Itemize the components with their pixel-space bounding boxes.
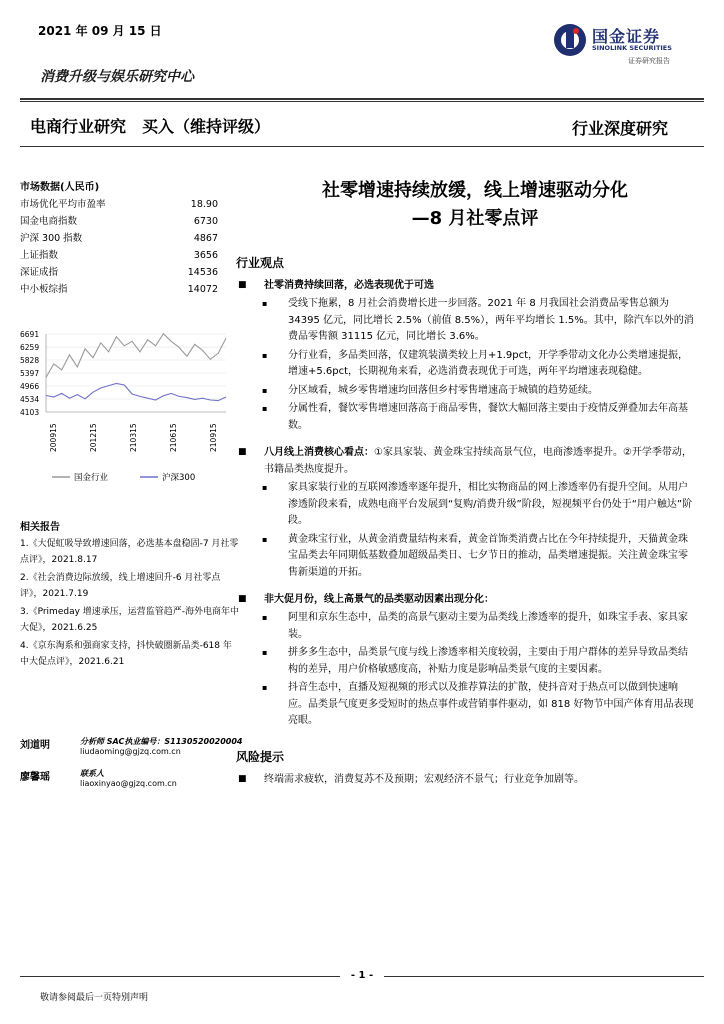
market-row [20, 196, 220, 213]
related-report-item: 1.《大促虹吸导致增速回落，必选基本盘稳固-7 月社零点评》，2021.8.17 [20, 539, 239, 565]
square-bullet-icon: ■ [238, 280, 247, 290]
market-label: 市场优化平均市盈率 [20, 199, 106, 210]
section-headline-bold: 社零消费持续回落，必选表现优于可选 [264, 280, 434, 291]
x-tick-label: 210915 [209, 423, 218, 452]
analyst-entry [20, 736, 250, 756]
report-date: 2021 年 09 月 15 日 [38, 24, 162, 38]
market-value: 3656 [193, 250, 218, 261]
market-row [20, 247, 220, 264]
legend-label: 国金行业 [74, 473, 109, 483]
logo-text-cn: 国金证券 [592, 27, 661, 46]
market-value: 6730 [193, 216, 218, 227]
small-square-bullet-icon: ▪ [262, 385, 268, 395]
risk-item [236, 771, 696, 788]
related-report-item: 3.《Primeday 增速承压，运营监管趋严-海外电商年中大促》，2021.6.25 [20, 607, 240, 633]
sub-bullet-text: 家具家装行业的互联网渗透率逐年提升，相比实物商品的网上渗透率仍有提升空间。从用户渗透阶段来看，成熟电商平台发展到“复购/消费升级”阶段，短视频平台仍处于“用户触达”阶段。 [288, 482, 693, 526]
square-bullet-icon: ■ [238, 594, 247, 604]
sub-bullet-text: 受线下拖累，8 月社会消费增长进一步回落。2021 年 8 月我国社会消费品零售总额为 34395 亿元，同比增长 2.5%（前值 8.5%），两年平均增长 1.5%。其中，除汽车以外的消费品零售额 31115 亿元，同比增长 3.6%。 [288, 298, 694, 342]
x-tick-label: 201215 [89, 423, 98, 452]
related-report-item: 2.《社会消费边际放缓，线上增速回升-6 月社零点评》，2021.7.19 [20, 573, 221, 599]
small-square-bullet-icon: ▪ [262, 350, 268, 360]
market-value: 4867 [193, 233, 218, 244]
market-row [20, 213, 220, 230]
related-title: 相关报告 [20, 522, 60, 533]
sub-bullet-item [236, 610, 696, 643]
y-tick-label: 5828 [20, 356, 40, 366]
legend-label: 沪深300 [162, 473, 196, 483]
market-value: 18.90 [190, 199, 218, 210]
sub-bullet-text: 拼多多生态中，品类景气度与线上渗透率相关度较弱，主要由于用户群体的差异导致品类结构的差异，用户价格敏感度高，补贴力度是影响品类景气度的主要因素。 [288, 647, 688, 675]
analyst-email[interactable]: liaoxinyao@gjzq.com.cn [80, 779, 177, 788]
y-tick-label: 5397 [20, 369, 40, 378]
market-label: 沪深 300 指数 [20, 233, 83, 244]
market-data-rows [20, 196, 220, 298]
market-data-panel [20, 178, 220, 298]
series-line-0 [46, 334, 226, 378]
industry-view [236, 254, 696, 788]
section-headline-bold: 非大促月份，线上高景气的品类驱动因素出现分化： [264, 594, 494, 605]
section-headline-text [264, 444, 696, 478]
sub-bullet-item [236, 680, 696, 730]
analyst-info [80, 768, 177, 788]
logo-text-en: SINOLINK SECURITIES [592, 44, 672, 52]
small-square-bullet-icon: ▪ [262, 613, 268, 622]
small-square-bullet-icon: ▪ [262, 534, 268, 544]
view-section [236, 277, 696, 434]
index-chart [18, 326, 228, 496]
y-tick-label: 4534 [20, 395, 40, 405]
small-square-bullet-icon: ▪ [262, 404, 268, 413]
y-tick-label: 4103 [20, 408, 40, 417]
section-headline-bold: 八月线上消费核心看点： [264, 447, 374, 458]
related-report-item: 4.《京东淘系和强商家支持，抖快破圈新品类-618 年中大促点评》，2021.6.21 [20, 641, 232, 667]
square-bullet-icon: ■ [238, 447, 247, 457]
view-section [236, 591, 696, 730]
x-tick-label: 210615 [169, 423, 178, 452]
sub-bullet-text: 抖音生态中，直播及短视频的形式以及推荐算法的扩散，使抖音对于热点可以做到快速响应。品类景气度更多受短时的热点事件或营销事件驱动，如 818 好物节中国产体育用品表现亮眼。 [288, 682, 694, 726]
section-headline [236, 591, 696, 608]
related-list [20, 536, 240, 670]
analyst-email[interactable]: liudaoming@gjzq.com.cn [80, 747, 181, 756]
research-center: 消费升级与娱乐研究中心 [40, 69, 194, 85]
section-headline [236, 444, 696, 478]
section-headline [236, 277, 696, 294]
market-value: 14536 [187, 267, 218, 278]
market-row [20, 230, 220, 247]
risk-heading: 风险提示 [236, 749, 285, 764]
sub-bullet-item [236, 348, 696, 381]
y-tick-label: 6691 [20, 330, 40, 339]
report-title: 社零增速持续放缓，线上增速驱动分化 [322, 180, 628, 201]
sub-bullet-item [236, 383, 696, 400]
risk-text: 终端需求疲软，消费复苏不及预期；宏观经济不景气；行业竞争加剧等。 [264, 773, 584, 785]
sub-bullet-item [236, 532, 696, 582]
sub-bullet-text: 黄金珠宝行业，从黄金消费量结构来看，黄金首饰类消费占比在今年持续提升，天猫黄金珠宝品类去年同期低基数叠加超级品类日、七夕节日的推动，品类增速提振。关注黄金珠宝零售新渠道的开拓。 [288, 533, 688, 578]
small-square-bullet-icon: ▪ [262, 648, 268, 657]
report-type: 行业深度研究 [572, 119, 669, 138]
industry-rating: 电商行业研究 买入（维持评级） [30, 117, 271, 136]
market-label: 上证指数 [20, 250, 59, 261]
y-tick-label: 4966 [20, 381, 40, 391]
sub-bullet-item [236, 296, 696, 346]
market-value: 14072 [187, 284, 218, 295]
analyst-role: 联系人 [80, 769, 104, 778]
sub-bullet-text: 分属性看，餐饮零售增速回落高于商品零售，餐饮大幅回落主要由于疫情反弹叠加去年高基数。 [288, 403, 688, 431]
section-headline-text [264, 277, 696, 294]
sub-bullet-text: 分区域看，城乡零售增速均回落但乡村零售增速高于城镇的趋势延续。 [288, 384, 598, 396]
analyst-block [20, 736, 250, 800]
section-headline-rest: ①家具家装、黄金珠宝持续高景气位，电商渗透率提升。②开学季带动，书籍品类热度提升。 [264, 447, 692, 475]
sub-bullet-text: 分行业看，多品类回落，仅建筑装潢类较上月+1.9pct，开学季带动文化办公类增速提振，增速+5.6pct，长期视角来看，必选消费表现优于可选，两年平均增速表现稳健。 [288, 349, 689, 377]
market-label: 国金电商指数 [20, 216, 78, 227]
view-section [236, 444, 696, 581]
analyst-name: 廖馨瑶 [20, 772, 50, 783]
y-tick-label: 6259 [20, 343, 40, 353]
market-label: 深证成指 [20, 267, 59, 278]
small-square-bullet-icon: ▪ [262, 483, 268, 492]
header-rule [20, 98, 704, 100]
page-number: - 1 - [340, 970, 384, 981]
small-square-bullet-icon: ▪ [262, 299, 268, 308]
analyst-name: 刘道明 [20, 740, 50, 751]
disclaimer-note: 敬请参阅最后一页特别声明 [40, 993, 149, 1003]
view-sections [236, 277, 696, 730]
header-rule-thin [20, 101, 704, 102]
related-reports [20, 518, 240, 672]
analyst-info [80, 736, 243, 756]
report-category: 证券研究报告 [628, 57, 670, 65]
sub-bullet-item [236, 401, 696, 434]
sub-bullet-text: 阿里和京东生态中，品类的高景气驱动主要为品类线上渗透率的提升，如珠宝手表、家具家装。 [288, 612, 688, 640]
x-tick-label: 210315 [129, 423, 138, 452]
report-subtitle: —8 月社零点评 [411, 208, 539, 229]
market-label: 中小板综指 [20, 284, 68, 295]
market-row [20, 264, 220, 281]
section-headline-text [264, 591, 696, 608]
logo-mark-icon [552, 22, 588, 58]
sub-bullet-item [236, 645, 696, 678]
analyst-entry [20, 768, 250, 788]
sinolink-logo [552, 22, 692, 68]
analyst-role: 分析师 SAC执业编号：S1130520020004 [80, 737, 243, 746]
small-square-bullet-icon: ▪ [262, 683, 268, 692]
x-tick-label: 200915 [49, 423, 58, 452]
market-row [20, 281, 220, 298]
chart-canvas [18, 326, 228, 496]
section-rule [20, 146, 704, 147]
market-data-title: 市场数据(人民币) [20, 182, 100, 193]
square-bullet-icon: ■ [238, 773, 247, 784]
view-heading: 行业观点 [236, 256, 285, 270]
sub-bullet-item [236, 480, 696, 530]
